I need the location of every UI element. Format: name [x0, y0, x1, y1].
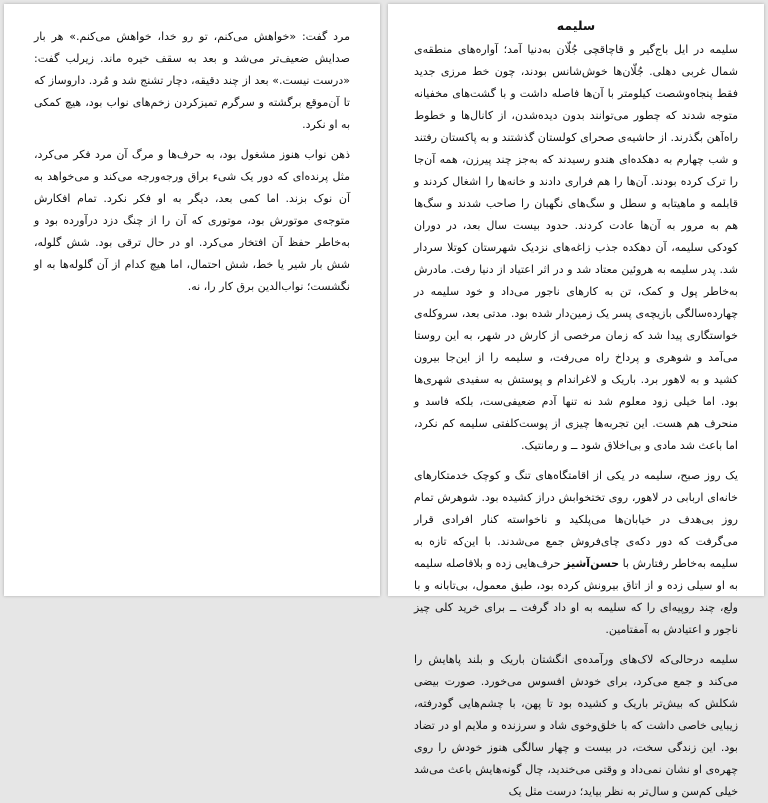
bold-name: حسن‌آشیز [564, 557, 620, 570]
paragraph: سلیمه در ایل باج‌گیر و قاچاقچی جُلّان به‌دنیا آمد؛ آواره‌های منطقه‌ی شمال غربی دهلی. جُلّان‌ها خوش‌شانس بودند، چون خط مرزی جدید فقط پنجاه‌وشصت کیلومتر با آن‌ها فاصله داشت و با گشت‌های مخفیانه متوجه شدند که چطور می‌توانند بدون دیده‌شدن، از کانال‌ها و خطوط راه‌آهن بگذرند. از حاشیه‌ی صحرای کولستان گذشتند و به پاکستان رفتند و شب چهارم به دهکده‌ای هندو رسیدند که به‌جز چند پیرزن، همه آن‌جا را ترک کرده بودند. آن‌ها را هم فراری دادند و خانه‌ها را اشغال کردند و قابلمه و ماهیتابه و سطل و سگ‌های نگهبان را صاحب شدند و سگ‌ها هم به مرور به آن‌ها عادت کردند. حدود بیست سال بعد، در دوران کودکی سلیمه، آن دهکده جذب زاغه‌های نزدیک شهرستان کوتلا سردار شد. پدر سلیمه به هروئین معتاد شد و در اثر اعتیاد از دنیا رفت. مادرش به‌خاطر پول و کمک، تن به کارهای ناجور می‌داد و خود سلیمه در چهارده‌سالگی بازیچه‌ی پسر یک زمین‌دار شده بود. مدتی بعد، سروکله‌ی خواستگاری پیدا شد که زمان مرخصی از کارش در شهر، به این روستا می‌آمد و شوهری و پرداخ راه می‌رفت، و سلیمه را از این‌جا بیرون کشید و به لاهور برد. باریک و لاغراندام و پوستش به سفیدی شهری‌ها بود. اما خیلی زود معلوم شد نه تنها آدم ضعیفی‌ست، بلکه فاسد و منحرف هم هست. این تجربه‌ها چیزی از پوست‌کلفتی سلیمه کم نکرد، اما باعث شد مادی و بی‌اخلاق شود ــ و رمانتیک. [414, 43, 738, 452]
paragraph: مرد گفت: «خواهش می‌کنم، تو رو خدا، خواهش می‌کنم.» هر بار صدایش ضعیف‌تر می‌شد و بعد به سقف خیره ماند. زیرلب گفت: «درست نیست.» بعد از چند دقیقه، دچار تشنج شد و مُرد. داروساز که تا آن‌موقع برگشته و سرگرم تمیزکردن زخم‌های نواب بود، هیچ کمکی به او نکرد. [34, 30, 350, 131]
paragraph: ذهن نواب هنوز مشغول بود، به حرف‌ها و مرگ آن مرد فکر می‌کرد، مثل پرنده‌ای که دور یک شیء براق ورجه‌ورجه می‌کند و می‌خواهد به آن نوک بزند. اما کمی بعد، دیگر به او فکر نکرد. تمام افکارش متوجه‌ی موتورش بود، موتوری که آن را از چنگ دزد درآورده بود و به‌خاطر حفظ آن افتخار می‌کرد. او در حال ترقی بود. شش گلوله، شش بار شیر یا خط، شش احتمال، اما هیچ کدام از آن گلوله‌ها به او نگشست؛ نواب‌الدین برق کار را، نه. [34, 148, 350, 293]
chapter-title: سلیمه [556, 18, 596, 33]
paragraph: سلیمه درحالی‌که لاک‌های ورآمده‌ی انگشتان باریک و بلند پاهایش را می‌کند و جمع می‌کرد، برای خودش افسوس می‌خورد. صورت بیضی شکلش که بیش‌تر باریک و کشیده بود تا پهن، با چشم‌هایی گودرفته، زیبایی خاصی داشت که با خلق‌وخوی شاد و سرزنده و ملایم او در تضاد بود. این زندگی سخت، در بیست و چهار سالگی هنوز خودش را روی چهره‌ی او نشان نمی‌داد و وقتی می‌خندید، چال گونه‌هایش باعث می‌شد خیلی کم‌سن و سال‌تر به نظر بیاید؛ درست مثل یک [414, 653, 738, 798]
paragraph-text: حرف‌هایی زده و بلافاصله سلیمه به او سیلی زده و از اتاق بیرونش کرده بود، طبق معمول، بی‌تابانه و با ولع، چند روپیه‌ای را که سلیمه به او داد گرفت ــ برای خرید کلی چیز ناجور و اعتیادش به آمفتامین. [414, 557, 738, 636]
left-page [4, 4, 380, 596]
right-page [388, 4, 764, 798]
paragraph-text: یک روز صبح، سلیمه در یکی از اقامتگاه‌های تنگ و کوچک خدمتکارهای خانه‌ای اربابی در لاهور، روی تختخوابش دراز کشیده بود. شوهرش تمام روز بی‌هدف در خیابان‌ها می‌پلکید و ناخواسته کنار افرادی قرار می‌گرفت که دور دکه‌ی چای‌فروش جمع می‌شدند. با این‌که تازه به سلیمه به‌خاطر رفتارش با [414, 469, 738, 570]
paragraph [414, 465, 738, 641]
